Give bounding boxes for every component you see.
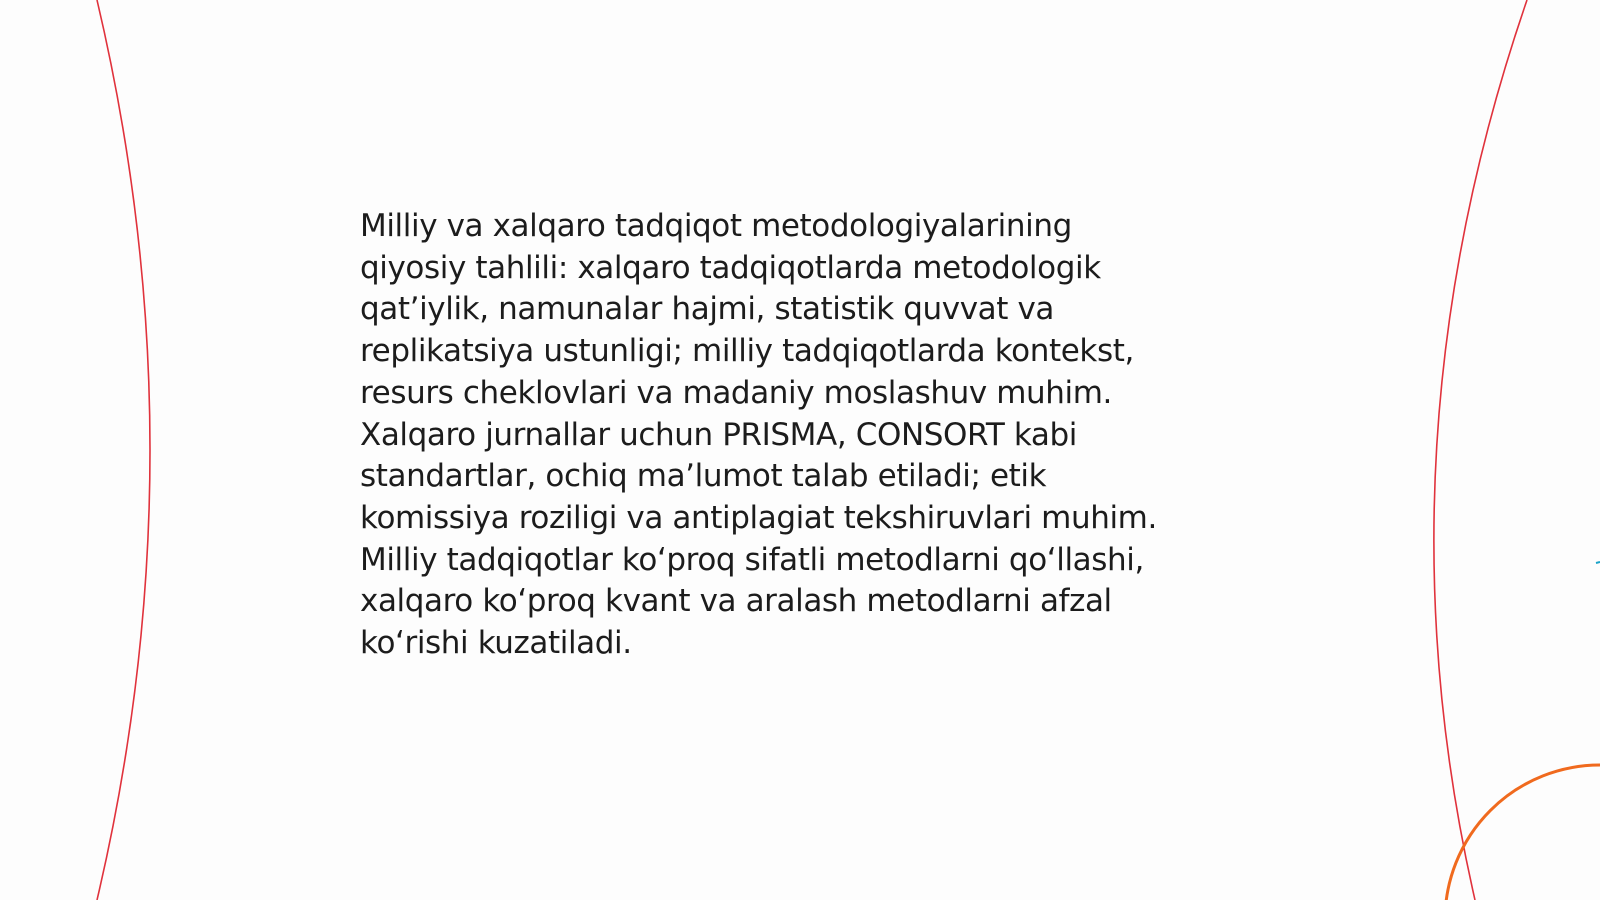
left-curve-line (97, 0, 150, 900)
right-curve-line (1434, 0, 1527, 900)
orange-accent-arc (1445, 765, 1600, 900)
slide-body-text: Milliy va xalqaro tadqiqot metodologiyalarining qiyosiy tahlili: xalqaro tadqiqotlarda metodologik qat’iylik, namunalar hajmi, statistik quvvat va replikatsiya ustunligi; milliy tadqiqotlarda kontekst, resurs cheklovlari va madaniy moslashuv muhim. Xalqaro jurnallar uchun PRISMA, CONSORT kabi standartlar, ochiq ma’lumot talab etiladi; etik komissiya roziligi va antiplagiat tekshiruvlari muhim. Milliy tadqiqotlar ko‘proq sifatli metodlarni qo‘llashi, xalqaro ko‘proq kvant va aralash metodlarni afzal ko‘rishi kuzatiladi. (360, 208, 1157, 662)
teal-accent-mark (1596, 562, 1600, 563)
